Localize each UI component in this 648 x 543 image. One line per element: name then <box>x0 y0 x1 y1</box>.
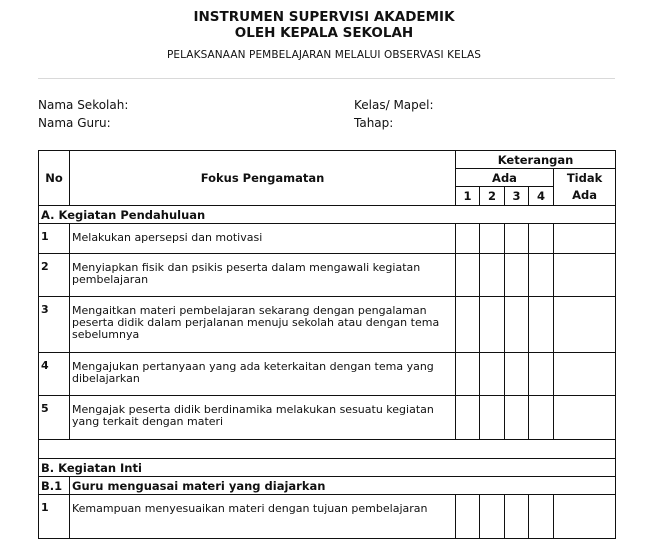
subsection-row <box>39 477 616 495</box>
table-row <box>39 353 616 396</box>
score-cell[interactable] <box>505 495 529 539</box>
score-cell[interactable] <box>505 353 529 396</box>
item-text: Mengajak peserta didik berdinamika melakukan sesuatu kegiatan yang terkait dengan materi <box>70 396 456 440</box>
tahap-label: Tahap: <box>354 116 394 130</box>
observation-table <box>38 150 616 539</box>
col-no-header: No <box>39 151 70 206</box>
header-row-1 <box>39 151 616 169</box>
empty-cell <box>39 440 616 459</box>
subsection-number: B.1 <box>39 477 70 495</box>
document-title-line2: OLEH KEPALA SEKOLAH <box>234 25 414 41</box>
col-tidak-ada-header: Tidak Ada <box>554 169 616 206</box>
tidak-ada-cell[interactable] <box>554 297 616 353</box>
col-ada-header: Ada <box>456 169 554 187</box>
score-cell[interactable] <box>456 224 480 254</box>
col-fokus-header: Fokus Pengamatan <box>70 151 456 206</box>
score-cell[interactable] <box>529 495 554 539</box>
score-cell[interactable] <box>529 297 554 353</box>
score-cell[interactable] <box>456 396 480 440</box>
score-3-header: 3 <box>505 187 529 206</box>
score-cell[interactable] <box>480 396 505 440</box>
score-cell[interactable] <box>505 224 529 254</box>
item-number: 4 <box>39 353 70 396</box>
nama-guru-label: Nama Guru: <box>38 116 111 130</box>
tidak-ada-cell[interactable] <box>554 224 616 254</box>
section-a-title: A. Kegiatan Pendahuluan <box>39 206 616 224</box>
col-keterangan-header: Keterangan <box>456 151 616 169</box>
table-row <box>39 297 616 353</box>
item-text: Mengajukan pertanyaan yang ada keterkaitan dengan tema yang dibelajarkan <box>70 353 456 396</box>
item-number: 1 <box>39 224 70 254</box>
tidak-ada-cell[interactable] <box>554 396 616 440</box>
kelas-mapel-label: Kelas/ Mapel: <box>354 98 434 112</box>
score-cell[interactable] <box>529 254 554 297</box>
score-cell[interactable] <box>480 495 505 539</box>
item-number: 3 <box>39 297 70 353</box>
score-cell[interactable] <box>505 396 529 440</box>
item-text: Mengaitkan materi pembelajaran sekarang dengan pengalaman peserta didik dalam perjalanan menuju sekolah atau dengan tema sebelumnya <box>70 297 456 353</box>
table-row <box>39 495 616 539</box>
score-4-header: 4 <box>529 187 554 206</box>
item-text: Melakukan apersepsi dan motivasi <box>70 224 456 254</box>
score-cell[interactable] <box>456 254 480 297</box>
score-2-header: 2 <box>480 187 505 206</box>
document-title-line1: INSTRUMEN SUPERVISI AKADEMIK <box>193 9 455 25</box>
table-row <box>39 254 616 297</box>
score-cell[interactable] <box>480 254 505 297</box>
header-divider <box>38 78 615 79</box>
section-row <box>39 459 616 477</box>
spacer-row <box>39 440 616 459</box>
score-cell[interactable] <box>505 254 529 297</box>
score-cell[interactable] <box>505 297 529 353</box>
table-row <box>39 224 616 254</box>
section-row <box>39 206 616 224</box>
score-cell[interactable] <box>480 224 505 254</box>
score-cell[interactable] <box>529 224 554 254</box>
item-number: 1 <box>39 495 70 539</box>
score-cell[interactable] <box>456 353 480 396</box>
document-subtitle: PELAKSANAAN PEMBELAJARAN MELALUI OBSERVASI KELAS <box>166 49 482 61</box>
item-number: 5 <box>39 396 70 440</box>
score-cell[interactable] <box>480 297 505 353</box>
table-row <box>39 396 616 440</box>
item-number: 2 <box>39 254 70 297</box>
nama-sekolah-label: Nama Sekolah: <box>38 98 129 112</box>
score-cell[interactable] <box>529 396 554 440</box>
tidak-ada-cell[interactable] <box>554 254 616 297</box>
item-text: Kemampuan menyesuaikan materi dengan tujuan pembelajaran <box>70 495 456 539</box>
score-1-header: 1 <box>456 187 480 206</box>
tidak-ada-cell[interactable] <box>554 353 616 396</box>
item-text: Menyiapkan fisik dan psikis peserta dalam mengawali kegiatan pembelajaran <box>70 254 456 297</box>
section-b-title: B. Kegiatan Inti <box>39 459 616 477</box>
score-cell[interactable] <box>456 495 480 539</box>
score-cell[interactable] <box>529 353 554 396</box>
tidak-ada-cell[interactable] <box>554 495 616 539</box>
score-cell[interactable] <box>480 353 505 396</box>
subsection-title: Guru menguasai materi yang diajarkan <box>70 477 616 495</box>
score-cell[interactable] <box>456 297 480 353</box>
